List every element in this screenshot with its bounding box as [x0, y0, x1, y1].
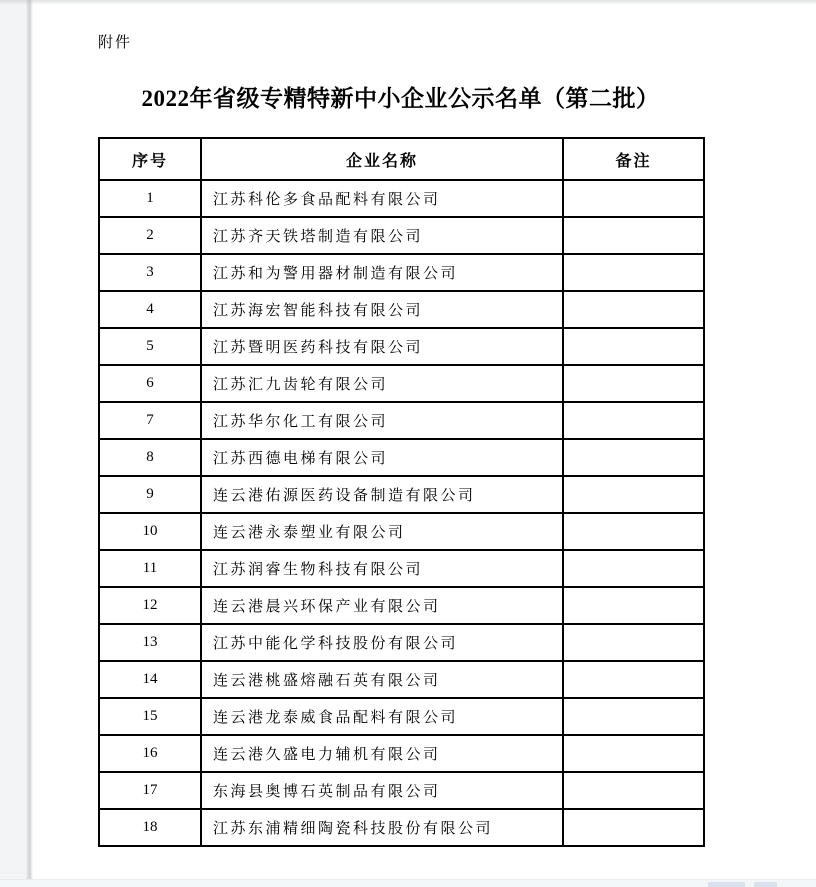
- remarks-cell: [563, 291, 704, 328]
- company-name-cell: 江苏东浦精细陶瓷科技股份有限公司: [201, 809, 563, 846]
- company-name-cell: 东海县奥博石英制品有限公司: [201, 772, 563, 809]
- table-row: [99, 439, 704, 476]
- remarks-cell: [563, 624, 704, 661]
- header-remarks: 备注: [563, 138, 704, 180]
- company-name-cell: 江苏和为警用器材制造有限公司: [201, 254, 563, 291]
- serial-number-cell: 1: [99, 180, 201, 217]
- header-serial-number: 序号: [99, 138, 201, 180]
- company-name-cell: 连云港佑源医药设备制造有限公司: [201, 476, 563, 513]
- company-name-cell: 连云港桃盛熔融石英有限公司: [201, 661, 563, 698]
- remarks-cell: [563, 513, 704, 550]
- serial-number-cell: 4: [99, 291, 201, 328]
- company-name-cell: 江苏中能化学科技股份有限公司: [201, 624, 563, 661]
- serial-number-cell: 14: [99, 661, 201, 698]
- company-name-cell: 江苏西德电梯有限公司: [201, 439, 563, 476]
- serial-number-cell: 6: [99, 365, 201, 402]
- serial-number-cell: 7: [99, 402, 201, 439]
- remarks-cell: [563, 439, 704, 476]
- remarks-cell: [563, 402, 704, 439]
- table-row: [99, 513, 704, 550]
- company-table: [98, 137, 705, 847]
- attachment-label: 附件: [98, 35, 133, 51]
- company-name-cell: 江苏齐天铁塔制造有限公司: [201, 217, 563, 254]
- company-name-cell: 江苏科伦多食品配料有限公司: [201, 180, 563, 217]
- table-row: [99, 587, 704, 624]
- remarks-cell: [563, 698, 704, 735]
- table-row: [99, 365, 704, 402]
- company-name-cell: 连云港龙泰威食品配料有限公司: [201, 698, 563, 735]
- company-name-cell: 连云港永泰塑业有限公司: [201, 513, 563, 550]
- company-name-cell: 江苏暨明医药科技有限公司: [201, 328, 563, 365]
- serial-number-cell: 9: [99, 476, 201, 513]
- serial-number-cell: 11: [99, 550, 201, 587]
- company-name-cell: 连云港晨兴环保产业有限公司: [201, 587, 563, 624]
- header-company-name: 企业名称: [201, 138, 563, 180]
- serial-number-cell: 18: [99, 809, 201, 846]
- table-row: [99, 698, 704, 735]
- document-title: 2022年省级专精特新中小企业公示名单（第二批）: [141, 86, 660, 111]
- remarks-cell: [563, 476, 704, 513]
- remarks-cell: [563, 254, 704, 291]
- table-row: [99, 254, 704, 291]
- serial-number-cell: 5: [99, 328, 201, 365]
- serial-number-cell: 17: [99, 772, 201, 809]
- table-row: [99, 402, 704, 439]
- serial-number-cell: 2: [99, 217, 201, 254]
- table-row: [99, 180, 704, 217]
- table-row: [99, 217, 704, 254]
- table-row: [99, 328, 704, 365]
- table-header-row: [99, 138, 704, 180]
- company-name-cell: 江苏汇九齿轮有限公司: [201, 365, 563, 402]
- remarks-cell: [563, 587, 704, 624]
- page-edge-shadow: [26, 0, 33, 887]
- remarks-cell: [563, 550, 704, 587]
- table-row: [99, 661, 704, 698]
- viewer-left-gutter: [0, 0, 28, 887]
- table-row: [99, 772, 704, 809]
- table-row: [99, 476, 704, 513]
- remarks-cell: [563, 217, 704, 254]
- table-row: [99, 735, 704, 772]
- serial-number-cell: 13: [99, 624, 201, 661]
- scrollbar-thumb[interactable]: [754, 882, 777, 887]
- company-name-cell: 江苏海宏智能科技有限公司: [201, 291, 563, 328]
- company-name-cell: 江苏润睿生物科技有限公司: [201, 550, 563, 587]
- serial-number-cell: 15: [99, 698, 201, 735]
- table-row: [99, 624, 704, 661]
- serial-number-cell: 8: [99, 439, 201, 476]
- serial-number-cell: 10: [99, 513, 201, 550]
- remarks-cell: [563, 180, 704, 217]
- remarks-cell: [563, 365, 704, 402]
- table-row: [99, 291, 704, 328]
- remarks-cell: [563, 735, 704, 772]
- remarks-cell: [563, 328, 704, 365]
- table-row: [99, 550, 704, 587]
- company-name-cell: 连云港久盛电力辅机有限公司: [201, 735, 563, 772]
- serial-number-cell: 16: [99, 735, 201, 772]
- remarks-cell: [563, 809, 704, 846]
- table-row: [99, 809, 704, 846]
- table-body: [99, 180, 704, 846]
- horizontal-scrollbar: [0, 879, 816, 887]
- scrollbar-thumb[interactable]: [708, 882, 745, 887]
- remarks-cell: [563, 661, 704, 698]
- remarks-cell: [563, 772, 704, 809]
- serial-number-cell: 12: [99, 587, 201, 624]
- serial-number-cell: 3: [99, 254, 201, 291]
- company-name-cell: 江苏华尔化工有限公司: [201, 402, 563, 439]
